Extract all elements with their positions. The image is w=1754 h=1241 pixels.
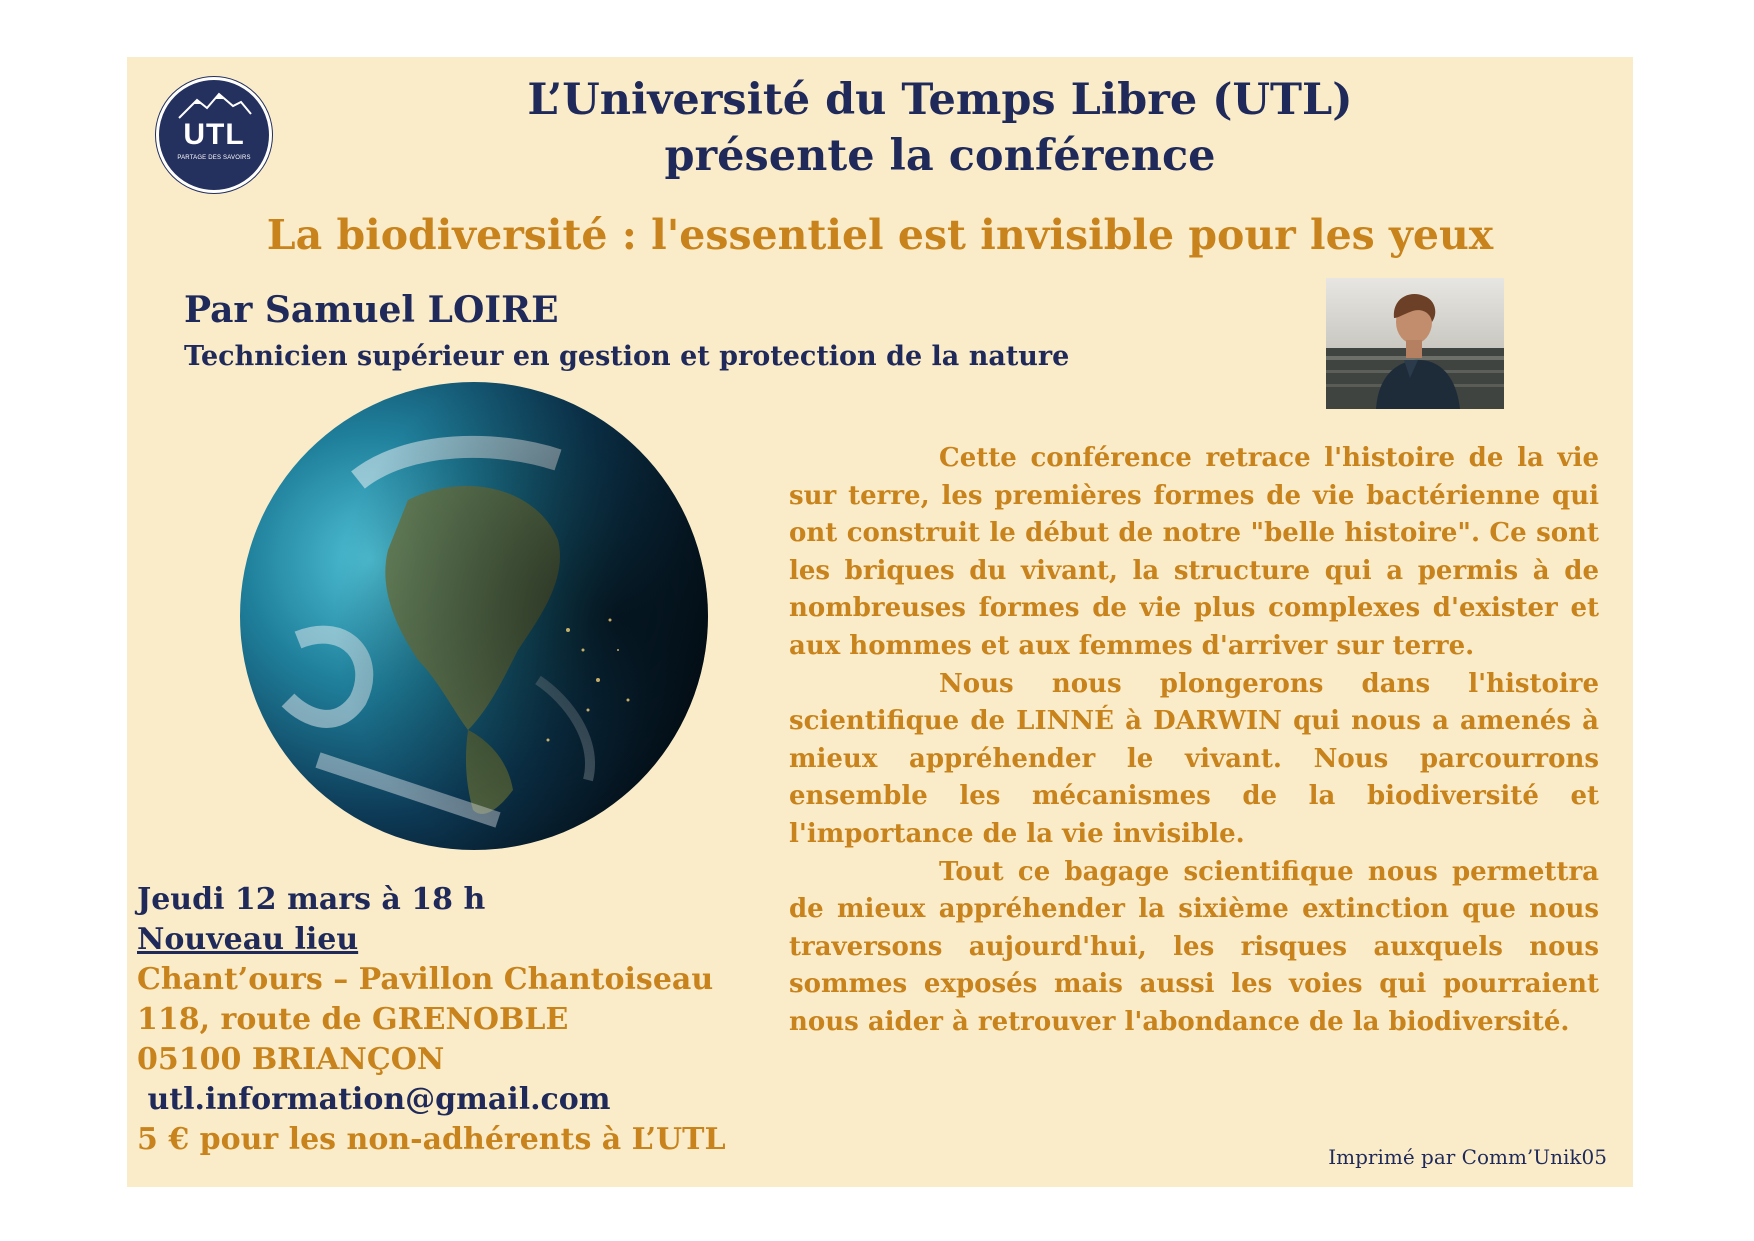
printer-credit: Imprimé par Comm’Unik05 xyxy=(1328,1145,1607,1169)
event-date: Jeudi 12 mars à 18 h xyxy=(137,882,486,917)
speaker-photo xyxy=(1326,278,1504,409)
speaker-name: Par Samuel LOIRE xyxy=(184,289,559,331)
description-paragraph-2: Nous nous plongerons dans l'histoire scientifique de LINNÉ à DARWIN qui nous a amenés à mieux appréhender le vivant. Nous parcourrons ensemble les mécanismes de la biodiversité et l'importance de la vie invisible. xyxy=(789,668,1599,849)
logo-acronym: UTL xyxy=(183,118,245,151)
event-city: 05100 BRIANÇON xyxy=(137,1042,445,1077)
event-details xyxy=(137,880,726,1160)
conference-title: La biodiversité : l'essentiel est invisible pour les yeux xyxy=(266,211,1494,259)
utl-logo xyxy=(156,77,272,193)
contact-email[interactable]: utl.information@gmail.com xyxy=(137,1082,611,1117)
conference-description xyxy=(789,440,1599,1042)
event-price: 5 € pour les non-adhérents à L’UTL xyxy=(137,1122,726,1157)
event-venue: Chant’ours – Pavillon Chantoiseau xyxy=(137,962,714,997)
new-location-label: Nouveau lieu xyxy=(137,922,359,957)
header-line-2: présente la conférence xyxy=(664,131,1216,181)
organization-header xyxy=(380,72,1500,184)
description-paragraph-1: Cette conférence retrace l'histoire de la vie sur terre, les premières formes de vie bactérienne qui ont construit le début de notre "belle histoire". Ce sont les briques du vivant, la structure qui a permis à de nombreuses formes de vie plus complexes d'exister et aux hommes et aux femmes d'arriver sur terre. xyxy=(789,443,1599,661)
speaker-role: Technicien supérieur en gestion et protection de la nature xyxy=(184,341,1070,372)
earth-globe-image xyxy=(238,380,710,852)
header-line-1: L’Université du Temps Libre (UTL) xyxy=(527,75,1353,125)
event-street: 118, route de GRENOBLE xyxy=(137,1002,569,1037)
logo-tagline: PARTAGE DES SAVOIRS xyxy=(177,155,251,161)
description-paragraph-3: Tout ce bagage scientifique nous permettra de mieux appréhender la sixième extinction que nous traversons aujourd'hui, les risques auxquels nous sommes exposés mais aussi les voies qui pourraient nous aider à retrouver l'abondance de la biodiversité. xyxy=(789,856,1599,1037)
